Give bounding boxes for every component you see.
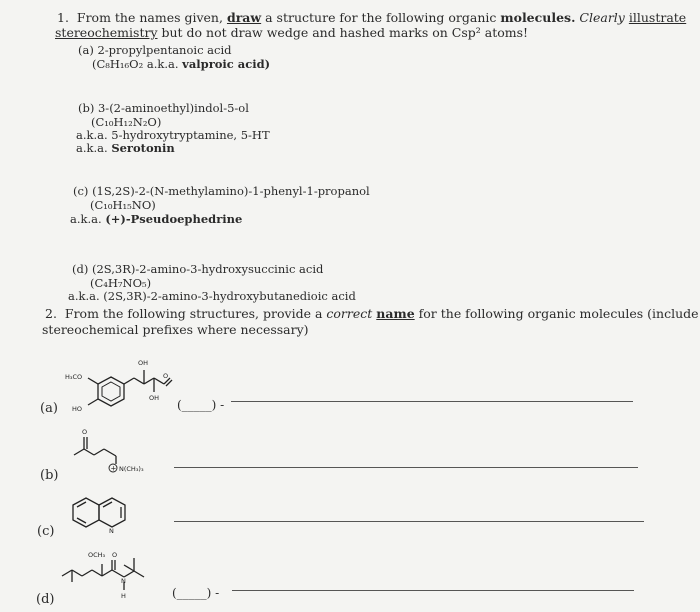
q2d-stereo-blank: (_____) -	[172, 586, 220, 600]
atom-o-a: O	[163, 372, 169, 380]
q1b-name: (b) 3-(2-aminoethyl)indol-5-ol	[78, 101, 249, 115]
q1c-name: (c) (1S,2S)-2-(N-methylamino)-1-phenyl-1-propanol	[73, 184, 370, 198]
structure-a	[65, 359, 172, 413]
q1-line1: 1. From the names given, draw a structure for the following organic molecules. Clearly illustrate	[57, 10, 687, 25]
q1d-formula: (C₄H₇NO₅)	[90, 276, 152, 290]
q1d-name: (d) (2S,3R)-2-amino-3-hydroxysuccinic acid	[72, 262, 324, 276]
atom-n-d: N	[121, 577, 126, 585]
atom-nme3: N(CH₃)₃	[119, 465, 144, 473]
q2a-stereo-blank: (_____) -	[177, 398, 225, 412]
q2a-label: (a)	[40, 401, 58, 416]
q1b-aka1: a.k.a. 5-hydroxytryptamine, 5-HT	[76, 128, 270, 142]
q2-line1: 2. From the following structures, provide a correct name for the following organic molecules (include	[45, 306, 699, 321]
atom-h3co: H₃CO	[65, 373, 83, 381]
atom-ho: HO	[72, 405, 83, 413]
q1c-aka: a.k.a. (+)-Pseudoephedrine	[70, 212, 243, 226]
q2b-label: (b)	[40, 468, 59, 483]
atom-oh-top: OH	[138, 359, 149, 367]
atom-oh-bottom: OH	[149, 394, 160, 402]
q1b-aka2: a.k.a. Serotonin	[76, 141, 175, 155]
structure-d	[62, 551, 144, 600]
q1a-name: (a) 2-propylpentanoic acid	[78, 43, 232, 57]
q2d-label: (d)	[36, 592, 55, 607]
q2-line2: stereochemical prefixes where necessary)	[42, 322, 309, 337]
structure-c	[73, 498, 125, 535]
structure-b	[74, 428, 144, 473]
q1-line2: stereochemistry but do not draw wedge and hashed marks on Csp² atoms!	[55, 25, 529, 40]
atom-plus: +	[110, 464, 117, 473]
atom-o-b: O	[82, 428, 88, 436]
q1c-formula: (C₁₀H₁₅NO)	[90, 198, 156, 212]
atom-och3: OCH₃	[88, 551, 106, 559]
atom-o-d: O	[112, 551, 118, 559]
q2c-label: (c)	[37, 524, 55, 539]
q1d-aka: a.k.a. (2S,3R)-2-amino-3-hydroxybutanedioic acid	[68, 289, 356, 303]
atom-h-d: H	[121, 592, 126, 600]
q1a-formula: (C₈H₁₆O₂ a.k.a. valproic acid)	[92, 57, 271, 71]
q1b-formula: (C₁₀H₁₂N₂O)	[91, 115, 162, 129]
atom-n-c: N	[109, 527, 114, 535]
